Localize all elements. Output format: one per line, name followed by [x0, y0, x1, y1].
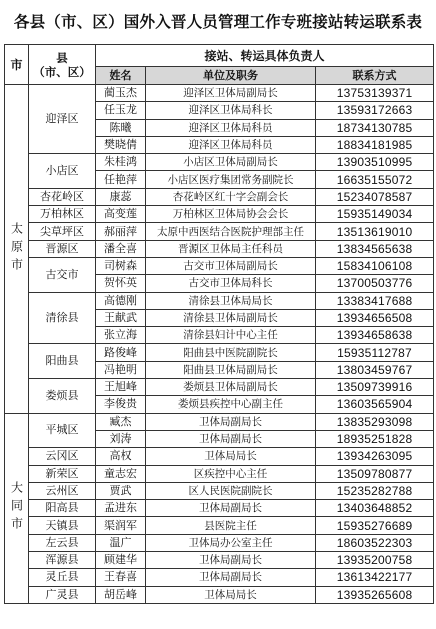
table-row — [5, 292, 434, 309]
phone-cell: 16635155072 — [316, 171, 434, 188]
table-row — [5, 482, 434, 499]
name-cell: 任玉龙 — [96, 102, 146, 119]
unit-cell: 娄烦县卫体局副局长 — [146, 379, 316, 396]
phone-cell: 13383417688 — [316, 292, 434, 309]
name-cell: 渠润军 — [96, 517, 146, 534]
name-cell: 高变莲 — [96, 206, 146, 223]
unit-cell: 古交市卫体局科长 — [146, 275, 316, 292]
table-row — [5, 344, 434, 361]
phone-cell: 18834181985 — [316, 136, 434, 153]
header-county: 县 （市、区） — [29, 45, 96, 85]
unit-cell: 卫体局副局长 — [146, 500, 316, 517]
header-name: 姓名 — [96, 67, 146, 85]
county-cell: 天镇县 — [29, 517, 96, 534]
name-cell: 任艳萍 — [96, 171, 146, 188]
county-cell: 云州区 — [29, 482, 96, 499]
name-cell: 司树森 — [96, 257, 146, 274]
unit-cell: 卫体局局长 — [146, 586, 316, 603]
name-cell: 陈曦 — [96, 119, 146, 136]
name-cell: 朱桂鸿 — [96, 154, 146, 171]
name-cell: 胡岳峰 — [96, 586, 146, 603]
name-cell: 童志宏 — [96, 465, 146, 482]
table-row — [5, 85, 434, 102]
table-row — [5, 448, 434, 465]
unit-cell: 卫体局副局长 — [146, 430, 316, 447]
phone-cell: 15935276689 — [316, 517, 434, 534]
county-cell: 平城区 — [29, 413, 96, 448]
unit-cell: 卫体局办公室主任 — [146, 534, 316, 551]
unit-cell: 阳曲县中医院副院长 — [146, 344, 316, 361]
phone-cell: 15935112787 — [316, 344, 434, 361]
county-cell: 迎泽区 — [29, 85, 96, 154]
unit-cell: 卫体局局长 — [146, 448, 316, 465]
phone-cell: 13934658638 — [316, 327, 434, 344]
table-row — [5, 257, 434, 274]
county-cell: 古交市 — [29, 257, 96, 292]
table-row — [5, 465, 434, 482]
phone-cell: 13513619010 — [316, 223, 434, 240]
county-cell: 阳高县 — [29, 500, 96, 517]
unit-cell: 迎泽区卫体局科员 — [146, 119, 316, 136]
unit-cell: 清徐县卫体局局长 — [146, 292, 316, 309]
unit-cell: 古交市卫体局副局长 — [146, 257, 316, 274]
unit-cell: 杏花岭区红十字会副会长 — [146, 188, 316, 205]
table-row — [5, 188, 434, 205]
table-row — [5, 517, 434, 534]
phone-cell: 13593172663 — [316, 102, 434, 119]
name-cell: 高权 — [96, 448, 146, 465]
phone-cell: 15234078587 — [316, 188, 434, 205]
unit-cell: 卫体局副局长 — [146, 569, 316, 586]
unit-cell: 小店区医疗集团常务副院长 — [146, 171, 316, 188]
header-city: 市 — [5, 45, 29, 85]
county-cell: 晋源区 — [29, 240, 96, 257]
name-cell: 蔺玉杰 — [96, 85, 146, 102]
unit-cell: 太原中西医结合医院护理部主任 — [146, 223, 316, 240]
county-cell: 浑源县 — [29, 552, 96, 569]
table-body — [5, 85, 434, 604]
unit-cell: 迎泽区卫体局科长 — [146, 102, 316, 119]
unit-cell: 卫体局副局长 — [146, 413, 316, 430]
name-cell: 郝丽萍 — [96, 223, 146, 240]
name-cell: 王献武 — [96, 309, 146, 326]
unit-cell: 阳曲县卫体局副局长 — [146, 361, 316, 378]
contact-table — [4, 44, 434, 604]
county-cell: 灵丘县 — [29, 569, 96, 586]
phone-cell: 13835293098 — [316, 413, 434, 430]
unit-cell: 区人民医院副院长 — [146, 482, 316, 499]
name-cell: 刘涛 — [96, 430, 146, 447]
phone-cell: 15235282788 — [316, 482, 434, 499]
phone-cell: 13603565904 — [316, 396, 434, 413]
name-cell: 孟进东 — [96, 500, 146, 517]
county-cell: 阳曲县 — [29, 344, 96, 379]
name-cell: 张立海 — [96, 327, 146, 344]
table-row — [5, 552, 434, 569]
county-cell: 杏花岭区 — [29, 188, 96, 205]
header-group: 接站、转运具体负责人 — [96, 45, 434, 67]
phone-cell: 13700503776 — [316, 275, 434, 292]
unit-cell: 晋源区卫体局主任科员 — [146, 240, 316, 257]
table-row — [5, 413, 434, 430]
name-cell: 路俊峰 — [96, 344, 146, 361]
phone-cell: 18935251828 — [316, 430, 434, 447]
unit-cell: 迎泽区卫体局副局长 — [146, 85, 316, 102]
county-cell: 广灵县 — [29, 586, 96, 603]
county-cell: 尖草坪区 — [29, 223, 96, 240]
name-cell: 潘全喜 — [96, 240, 146, 257]
county-cell: 云冈区 — [29, 448, 96, 465]
unit-cell: 娄烦县疾控中心副主任 — [146, 396, 316, 413]
table-row — [5, 154, 434, 171]
city-cell: 太原市 — [5, 85, 29, 414]
unit-cell: 迎泽区卫体局科员 — [146, 136, 316, 153]
phone-cell: 18603522303 — [316, 534, 434, 551]
page-title: 各县（市、区）国外入晋人员管理工作专班接站转运联系表 — [13, 12, 423, 31]
name-cell: 李俊贵 — [96, 396, 146, 413]
name-cell: 冯艳明 — [96, 361, 146, 378]
name-cell: 温广 — [96, 534, 146, 551]
phone-cell: 13834565638 — [316, 240, 434, 257]
phone-cell: 13935265608 — [316, 586, 434, 603]
phone-cell: 15935149034 — [316, 206, 434, 223]
table-row — [5, 569, 434, 586]
table-row — [5, 586, 434, 603]
phone-cell: 13803459767 — [316, 361, 434, 378]
county-cell: 小店区 — [29, 154, 96, 189]
phone-cell: 13935200758 — [316, 552, 434, 569]
phone-cell: 15834106108 — [316, 257, 434, 274]
header-phone: 联系方式 — [316, 67, 434, 85]
county-cell: 娄烦县 — [29, 379, 96, 414]
name-cell: 高德刚 — [96, 292, 146, 309]
phone-cell: 13753139371 — [316, 85, 434, 102]
name-cell: 康蕊 — [96, 188, 146, 205]
unit-cell: 卫体局副局长 — [146, 552, 316, 569]
name-cell: 贾武 — [96, 482, 146, 499]
name-cell: 臧杰 — [96, 413, 146, 430]
header-unit: 单位及职务 — [146, 67, 316, 85]
unit-cell: 小店区卫体局副局长 — [146, 154, 316, 171]
unit-cell: 清徐县卫体局副局长 — [146, 309, 316, 326]
unit-cell: 区疾控中心主任 — [146, 465, 316, 482]
county-cell: 万柏林区 — [29, 206, 96, 223]
city-cell: 大同市 — [5, 413, 29, 603]
phone-cell: 18734130785 — [316, 119, 434, 136]
table-row — [5, 240, 434, 257]
name-cell: 贺怀英 — [96, 275, 146, 292]
table-row — [5, 379, 434, 396]
phone-cell: 13934263095 — [316, 448, 434, 465]
county-cell: 清徐县 — [29, 292, 96, 344]
table-row — [5, 206, 434, 223]
name-cell: 顾建华 — [96, 552, 146, 569]
unit-cell: 清徐县妇计中心主任 — [146, 327, 316, 344]
phone-cell: 13934656508 — [316, 309, 434, 326]
phone-cell: 13509780877 — [316, 465, 434, 482]
phone-cell: 13613422177 — [316, 569, 434, 586]
name-cell: 王旭峰 — [96, 379, 146, 396]
table-row — [5, 534, 434, 551]
name-cell: 王春喜 — [96, 569, 146, 586]
table-row — [5, 223, 434, 240]
table-row — [5, 500, 434, 517]
phone-cell: 13403648852 — [316, 500, 434, 517]
phone-cell: 13903510995 — [316, 154, 434, 171]
name-cell: 樊晓倩 — [96, 136, 146, 153]
unit-cell: 县医院主任 — [146, 517, 316, 534]
county-cell: 新荣区 — [29, 465, 96, 482]
county-cell: 左云县 — [29, 534, 96, 551]
phone-cell: 13509739916 — [316, 379, 434, 396]
unit-cell: 万柏林区卫体局协会会长 — [146, 206, 316, 223]
